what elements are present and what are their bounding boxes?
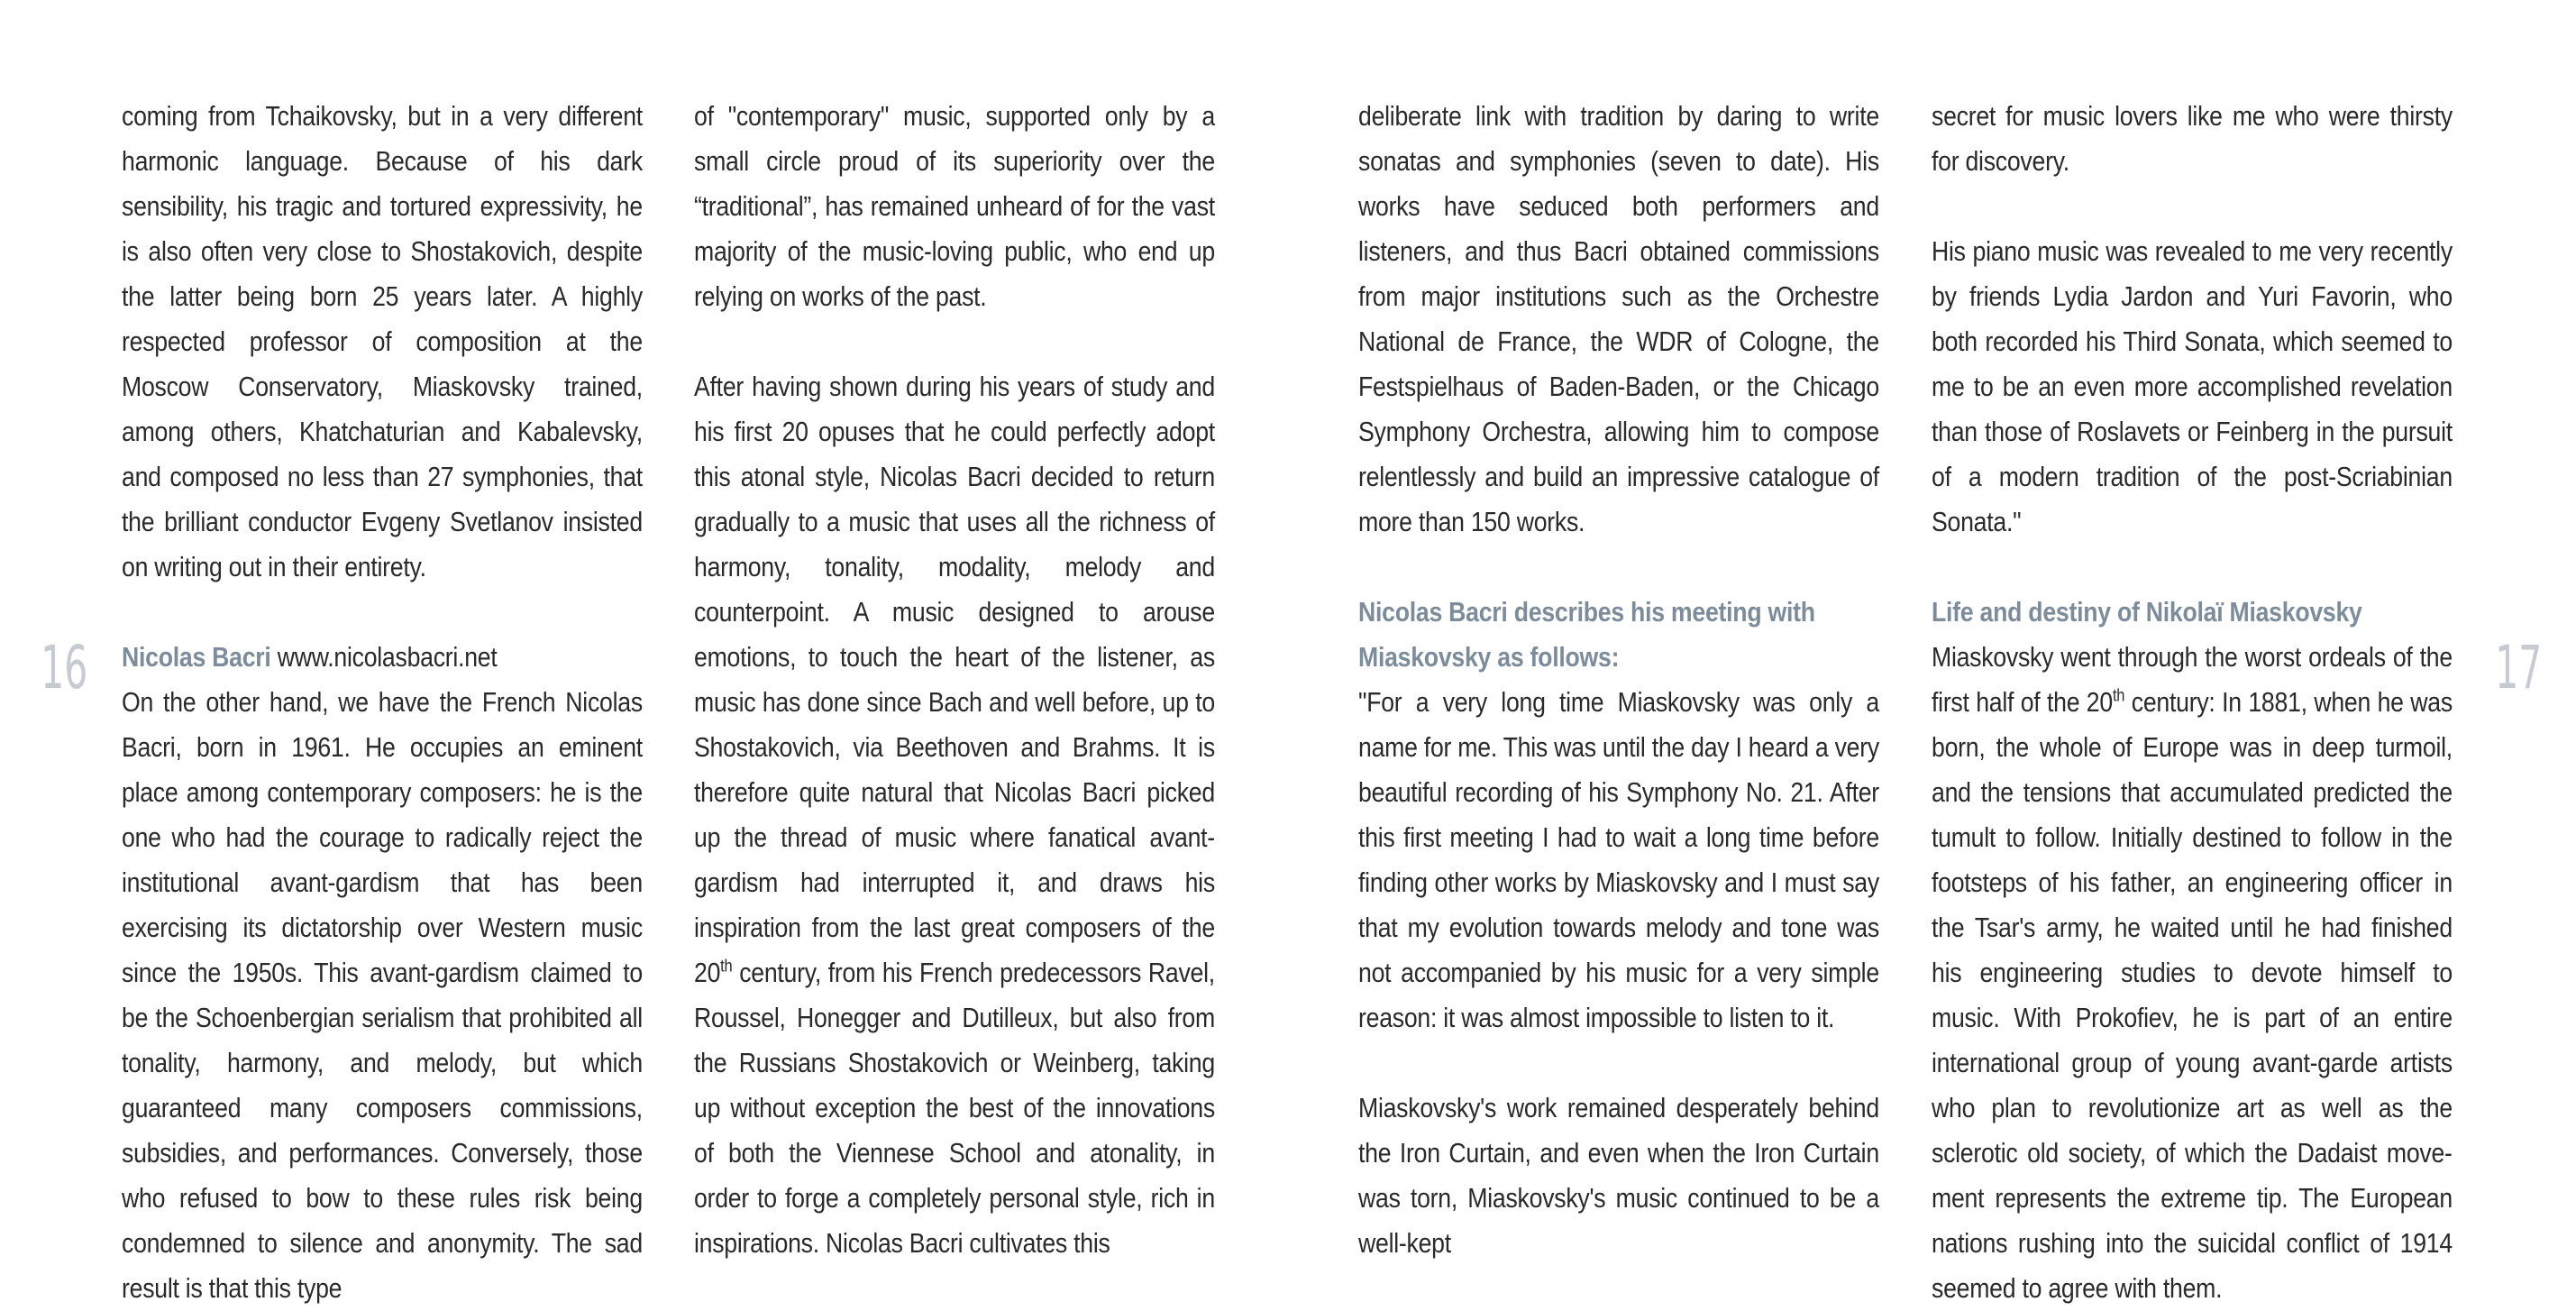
paragraph-text: century: In 1881, when he was born, the whole of Europe was in deep turmoil, and the tensions that accumulated predicted the tumult to follow. Initially destined to follow in the footsteps of his father, an engineering officer in the Tsar's army, he waited until he had finished his engineering studies to devote himself to music. With Prokofiev, he is part of an entire international group of young avant-garde artists who plan to revolutionize art as well as the sclerotic old society, of which the Dadaist movement represents the extreme tip. The European nations rushing into the suicidal conflict of 1914 seemed to agree with them. bbox=[1932, 686, 2453, 1304]
section-heading: Life and destiny of Nikolaï Miaskovsky bbox=[1932, 596, 2362, 628]
paragraph-text: century, from his French predecessors Ravel, Roussel, Honegger and Dutilleux, but also from the Russians Shostakovich or Weinberg, taking up without exception the best of the innovations of both the Viennese School and atonality, in order to forge a completely personal style, rich in inspirations. Nicolas Bacri cultivates this bbox=[694, 957, 1215, 1259]
column-3 bbox=[1358, 94, 1879, 1266]
paragraph: of "contemporary" music, supported only by a small circle proud of its superiority over the “traditional”, has remained unheard of for the vast majority of the music-loving public, who end up relying on works of the past. bbox=[694, 100, 1215, 312]
paragraph-text: After having shown during his years of study and his first 20 opuses that he could perfectly adopt this atonal style, Nicolas Bacri decided to return gradually to a music that uses all the richness of harmony, tonality, modality, melody and counterpoint. A music designed to arouse emotions, to touch the heart of the listener, as music has done since Bach and well before, up to Shostakovich, via Beethoven and Brahms. It is therefore quite natural that Nicolas Bacri picked up the thread of music where fanatical avant-gardism had interrupted it, and draws his inspiration from the last great composers of the 20 bbox=[694, 371, 1215, 988]
column-4 bbox=[1932, 94, 2453, 1311]
superscript: th bbox=[2112, 686, 2125, 706]
section-heading bbox=[122, 635, 643, 680]
paragraph: On the other hand, we have the French Nicolas Bacri, born in 1961. He occupies an eminent place among contemporary composers: he is the one who had the courage to radically reject the institutional avant-gardism that has been exercising its dictatorship over Western music since the 1950s. This avant-gardism claimed to be the Schoenbergian serialism that prohibited all tonality, harmony, and melody, but which guaranteed many composers commissions, subsidies, and performances. Conversely, those who refused to bow to these rules risk being condemned to silence and anonymity. The sad result is that this type bbox=[122, 686, 643, 1304]
page-number-left: 16 bbox=[41, 633, 88, 702]
paragraph: His piano music was revealed to me very recently by friends Lydia Jardon and Yuri Favorin, who both recorded his Third Sonata, which seemed to me to be an even more accomplished revelation than those of Roslavets or Feinberg in the pursuit of a modern tradition of the post-Scriabinian Sonata." bbox=[1932, 235, 2453, 537]
heading-text: Nicolas Bacri bbox=[122, 641, 271, 673]
column-1 bbox=[122, 94, 643, 1311]
paragraph-text: Miaskovsky went through the worst ordeals of the first half of the 20 bbox=[1932, 641, 2453, 718]
section-heading: Nicolas Bacri describes his meeting with Miaskovsky as follows: bbox=[1358, 596, 1815, 673]
paragraph bbox=[694, 364, 1215, 1266]
paragraph: coming from Tchaikovsky, but in a very different harmonic language. Because of his dark sensibility, his tragic and tortured expressivity, he is also often very close to Shostakovich, despite the latter being born 25 years later. A highly respected professor of composition at the Moscow Conservatory, Miaskovsky trained, among others, Khatchaturian and Kabalevsky, and composed no less than 27 symphonies, that the brilliant conductor Evgeny Svetlanov insisted on writing out in their entirety. bbox=[122, 100, 643, 582]
paragraph bbox=[1932, 635, 2453, 1311]
page-number-right: 17 bbox=[2495, 633, 2543, 702]
website-url: www.nicolasbacri.net bbox=[270, 641, 498, 673]
column-2 bbox=[694, 94, 1215, 1266]
paragraph: "For a very long time Miaskovsky was only a name for me. This was until the day I heard a very beautiful recording of his Symphony No. 21. After this first meeting I had to wait a long time before finding other works by Miaskovsky and I must say that my evolution towards melody and tone was not accompanied by his music for a very simple reason: it was almost impossible to listen to it. bbox=[1358, 686, 1879, 1033]
paragraph: secret for music lovers like me who were thirsty for discovery. bbox=[1932, 100, 2453, 177]
superscript: th bbox=[720, 957, 733, 976]
paragraph: deliberate link with tradition by daring to write sonatas and symphonies (seven to date). His works have seduced both performers and listeners, and thus Bacri obtained commissions from major institutions such as the Orchestre National de France, the WDR of Cologne, the Festspielhaus of Baden-Baden, or the Chicago Symphony Orchestra, allowing him to compose relentlessly and build an impressive catalogue of more than 150 works. bbox=[1358, 100, 1879, 537]
paragraph: Miaskovsky's work remained desperately behind the Iron Curtain, and even when the Iron Curtain was torn, Miaskovsky's music continued to be a well-kept bbox=[1358, 1092, 1879, 1259]
